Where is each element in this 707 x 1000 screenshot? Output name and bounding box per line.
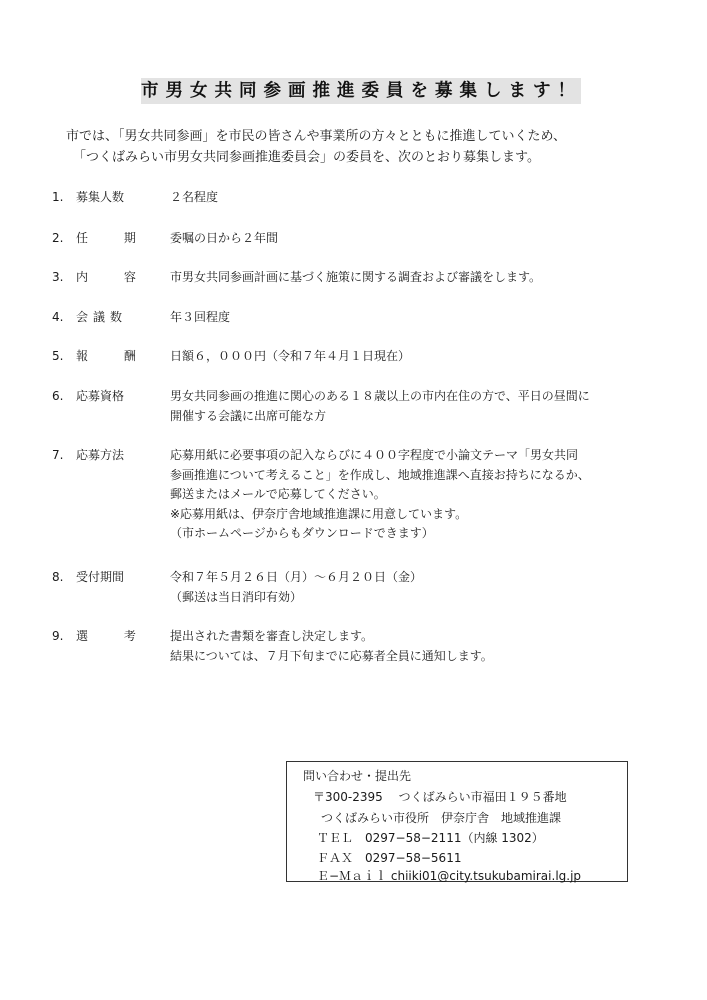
item-number: 4. [52, 310, 64, 324]
item-content [170, 229, 670, 249]
item-content-line: 市男女共同参画計画に基づく施策に関する調査および審議をします。 [170, 270, 542, 284]
item-label-text: 報 酬 [76, 349, 152, 363]
contact-fax: ＦＡＸ 0297−58−5611 [317, 851, 462, 865]
item-number: 9. [52, 629, 64, 643]
item-content [170, 188, 670, 208]
item-content [170, 308, 670, 328]
intro-paragraph [66, 126, 666, 168]
item-number: 2. [52, 231, 64, 245]
item-content [170, 268, 670, 288]
item-label-text: 応募資格 [76, 389, 125, 403]
item-content-line: ※応募用紙は、伊奈庁舎地域推進課に用意しています。 [170, 506, 468, 521]
item-number: 7. [52, 448, 64, 462]
page-title: 市男女共同参画推進委員を募集します！ [141, 81, 582, 101]
item-content-line: 応募用紙に必要事項の記入ならびに４００字程度で小論文テーマ「男女共同 [170, 448, 579, 462]
item-content [170, 568, 670, 607]
contact-email: Ｅ−Ｍａｉｌ chiiki01@city.tsukubamirai.lg.jp [317, 869, 582, 883]
item-number: 3. [52, 270, 64, 284]
item-label [52, 229, 162, 249]
item-label-text: 応募方法 [76, 448, 125, 462]
item-label-text: 受付期間 [76, 570, 125, 584]
item-content-line: 委嘱の日から２年間 [170, 231, 279, 245]
item-content [170, 347, 670, 367]
item-label-text: 募集人数 [76, 190, 125, 204]
item-number: 8. [52, 570, 64, 584]
item-label [52, 347, 162, 367]
item-label [52, 268, 162, 288]
item-content-line: 参画推進について考えること」を作成し、地域推進課へ直接お持ちになるか、 [170, 467, 590, 482]
item-content [170, 446, 670, 544]
item-number: 1. [52, 190, 64, 204]
item-label-text: 選 考 [76, 629, 152, 643]
item-content-line: 令和７年５月２６日（月）～６月２０日（金） [170, 570, 423, 584]
item-label [52, 446, 162, 466]
item-label-text: 任 期 [76, 231, 152, 245]
item-content-line: 開催する会議に出席可能な方 [170, 408, 327, 423]
item-label-text: 会議数 [76, 310, 128, 324]
intro-line-1: 市では、「男女共同参画」を市民の皆さんや事業所の方々とともに推進していくため、 [66, 129, 566, 144]
item-label-text: 内 容 [76, 270, 152, 284]
contact-address: 〒300-2395 つくばみらい市福田１９５番地 [313, 790, 567, 804]
item-label [52, 568, 162, 588]
contact-office: つくばみらい市役所 伊奈庁舎 地域推進課 [321, 811, 562, 825]
item-content [170, 627, 670, 666]
item-label [52, 188, 162, 208]
item-label [52, 387, 162, 407]
contact-heading: 問い合わせ・提出先 [303, 769, 412, 783]
item-content-line: 結果については、７月下旬までに応募者全員に通知します。 [170, 648, 493, 663]
contact-tel: ＴＥＬ 0297−58−2111（内線 1302） [317, 831, 544, 845]
item-label [52, 627, 162, 647]
item-content-line: 提出された書類を審査し決定します。 [170, 629, 374, 643]
item-number: 6. [52, 389, 64, 403]
item-number: 5. [52, 349, 64, 363]
item-content-line: （市ホームページからもダウンロードできます） [170, 526, 434, 540]
item-content-line: 日額６，０００円（令和７年４月１日現在） [170, 349, 411, 363]
item-content-line: 年３回程度 [170, 310, 231, 324]
item-content-line: （郵送は当日消印有効） [170, 589, 303, 604]
item-content-line: 郵送またはメールで応募してください。 [170, 487, 386, 501]
item-content-line: 男女共同参画の推進に関心のある１８歳以上の市内在住の方で、平日の昼間に [170, 389, 590, 403]
contact-box [286, 761, 628, 882]
item-label [52, 308, 162, 328]
intro-line-2: 「つくばみらい市男女共同参画推進委員会」の委員を、次のとおり募集します。 [73, 150, 540, 165]
item-content [170, 387, 670, 426]
item-content-line: ２名程度 [170, 190, 219, 204]
